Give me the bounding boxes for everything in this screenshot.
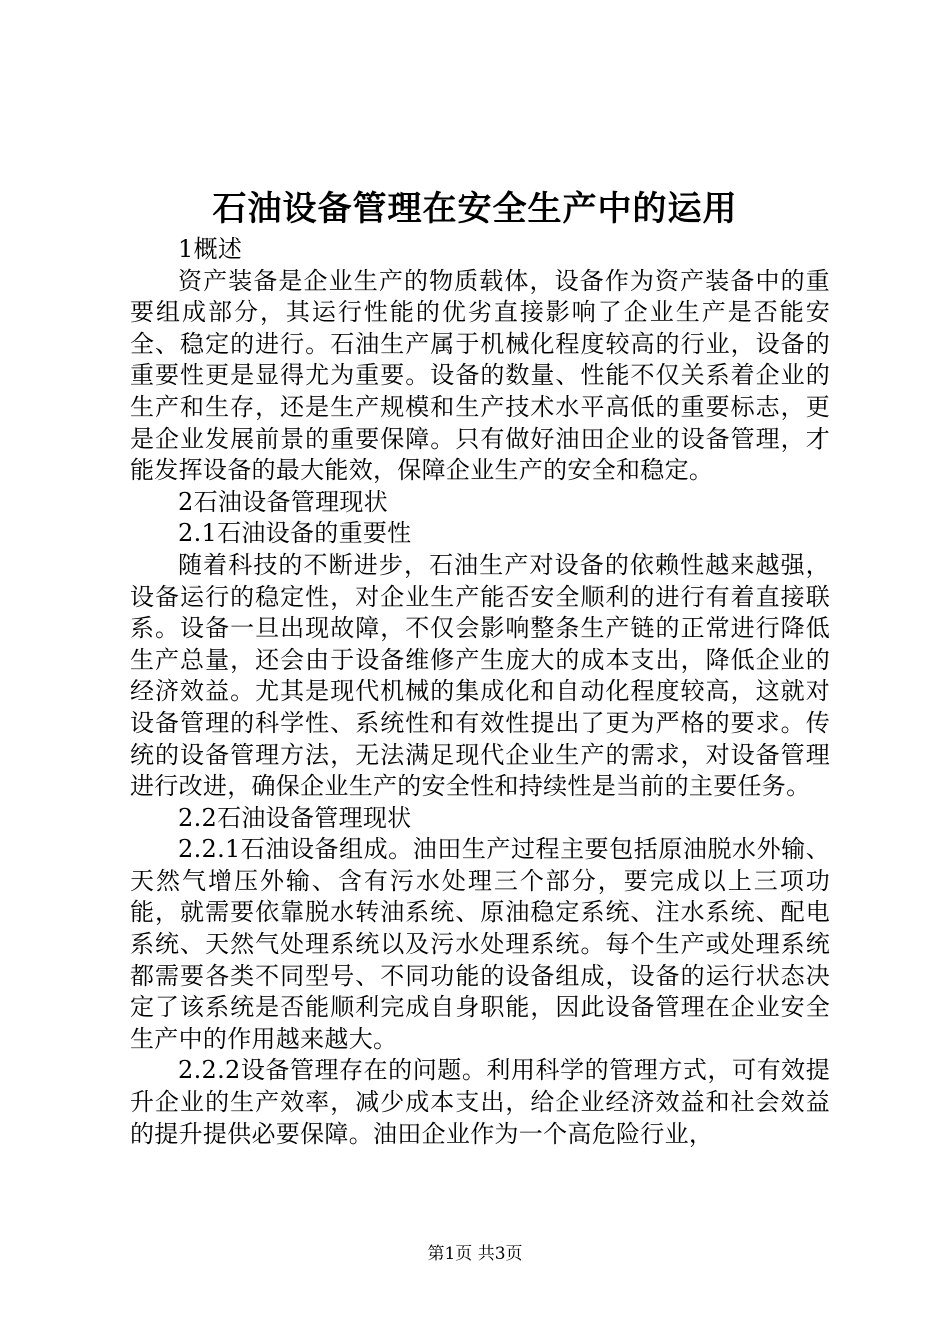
paragraph-importance: 随着科技的不断进步，石油生产对设备的依赖性越来越强，设备运行的稳定性，对企业生产能否安全顺利的进行有着直接联系。设备一旦出现故障，不仅会影响整条生产链的正常进行降低生产总量，还会由于设备维修产生庞大的成本支出，降低企业的经济效益。尤其是现代机械的集成化和自动化程度较高，这就对设备管理的科学性、系统性和有效性提出了更为严格的要求。传统的设备管理方法，无法满足现代企业生产的需求，对设备管理进行改进，确保企业生产的安全性和持续性是当前的主要任务。 [130, 550, 830, 801]
page-number-footer: 第1页 共3页 [427, 1244, 523, 1264]
paragraph-management-problems: 2.2.2设备管理存在的问题。利用科学的管理方式，可有效提升企业的生产效率，减少成本支出，给企业经济效益和社会效益的提升提供必要保障。油田企业作为一个高危险行业， [130, 1056, 830, 1148]
section-heading-overview: 1概述 [178, 235, 243, 263]
paragraph-equipment-composition: 2.2.1石油设备组成。油田生产过程主要包括原油脱水外输、天然气增压外输、含有污水处理三个部分，要完成以上三项功能，就需要依靠脱水转油系统、原油稳定系统、注水系统、配电系统、天然气处理系统以及污水处理系统。每个生产或处理系统都需要各类不同型号、不同功能的设备组成，设备的运行状态决定了该系统是否能顺利完成自身职能，因此设备管理在企业安全生产中的作用越来越大。 [130, 835, 830, 1053]
document-title: 石油设备管理在安全生产中的运用 [212, 189, 738, 229]
section-heading-status: 2石油设备管理现状 [178, 487, 388, 516]
subsection-heading-importance: 2.1石油设备的重要性 [178, 519, 412, 548]
document-body [130, 234, 830, 1150]
subsection-heading-current-status: 2.2石油设备管理现状 [178, 803, 412, 832]
paragraph-overview: 资产装备是企业生产的物质载体，设备作为资产装备中的重要组成部分，其运行性能的优劣直接影响了企业生产是否能安全、稳定的进行。石油生产属于机械化程度较高的行业，设备的重要性更是显得尤为重要。设备的数量、性能不仅关系着企业的生产和生存，还是生产规模和生产技术水平高低的重要标志，更是企业发展前景的重要保障。只有做好油田企业的设备管理，才能发挥设备的最大能效，保障企业生产的安全和稳定。 [130, 266, 830, 485]
